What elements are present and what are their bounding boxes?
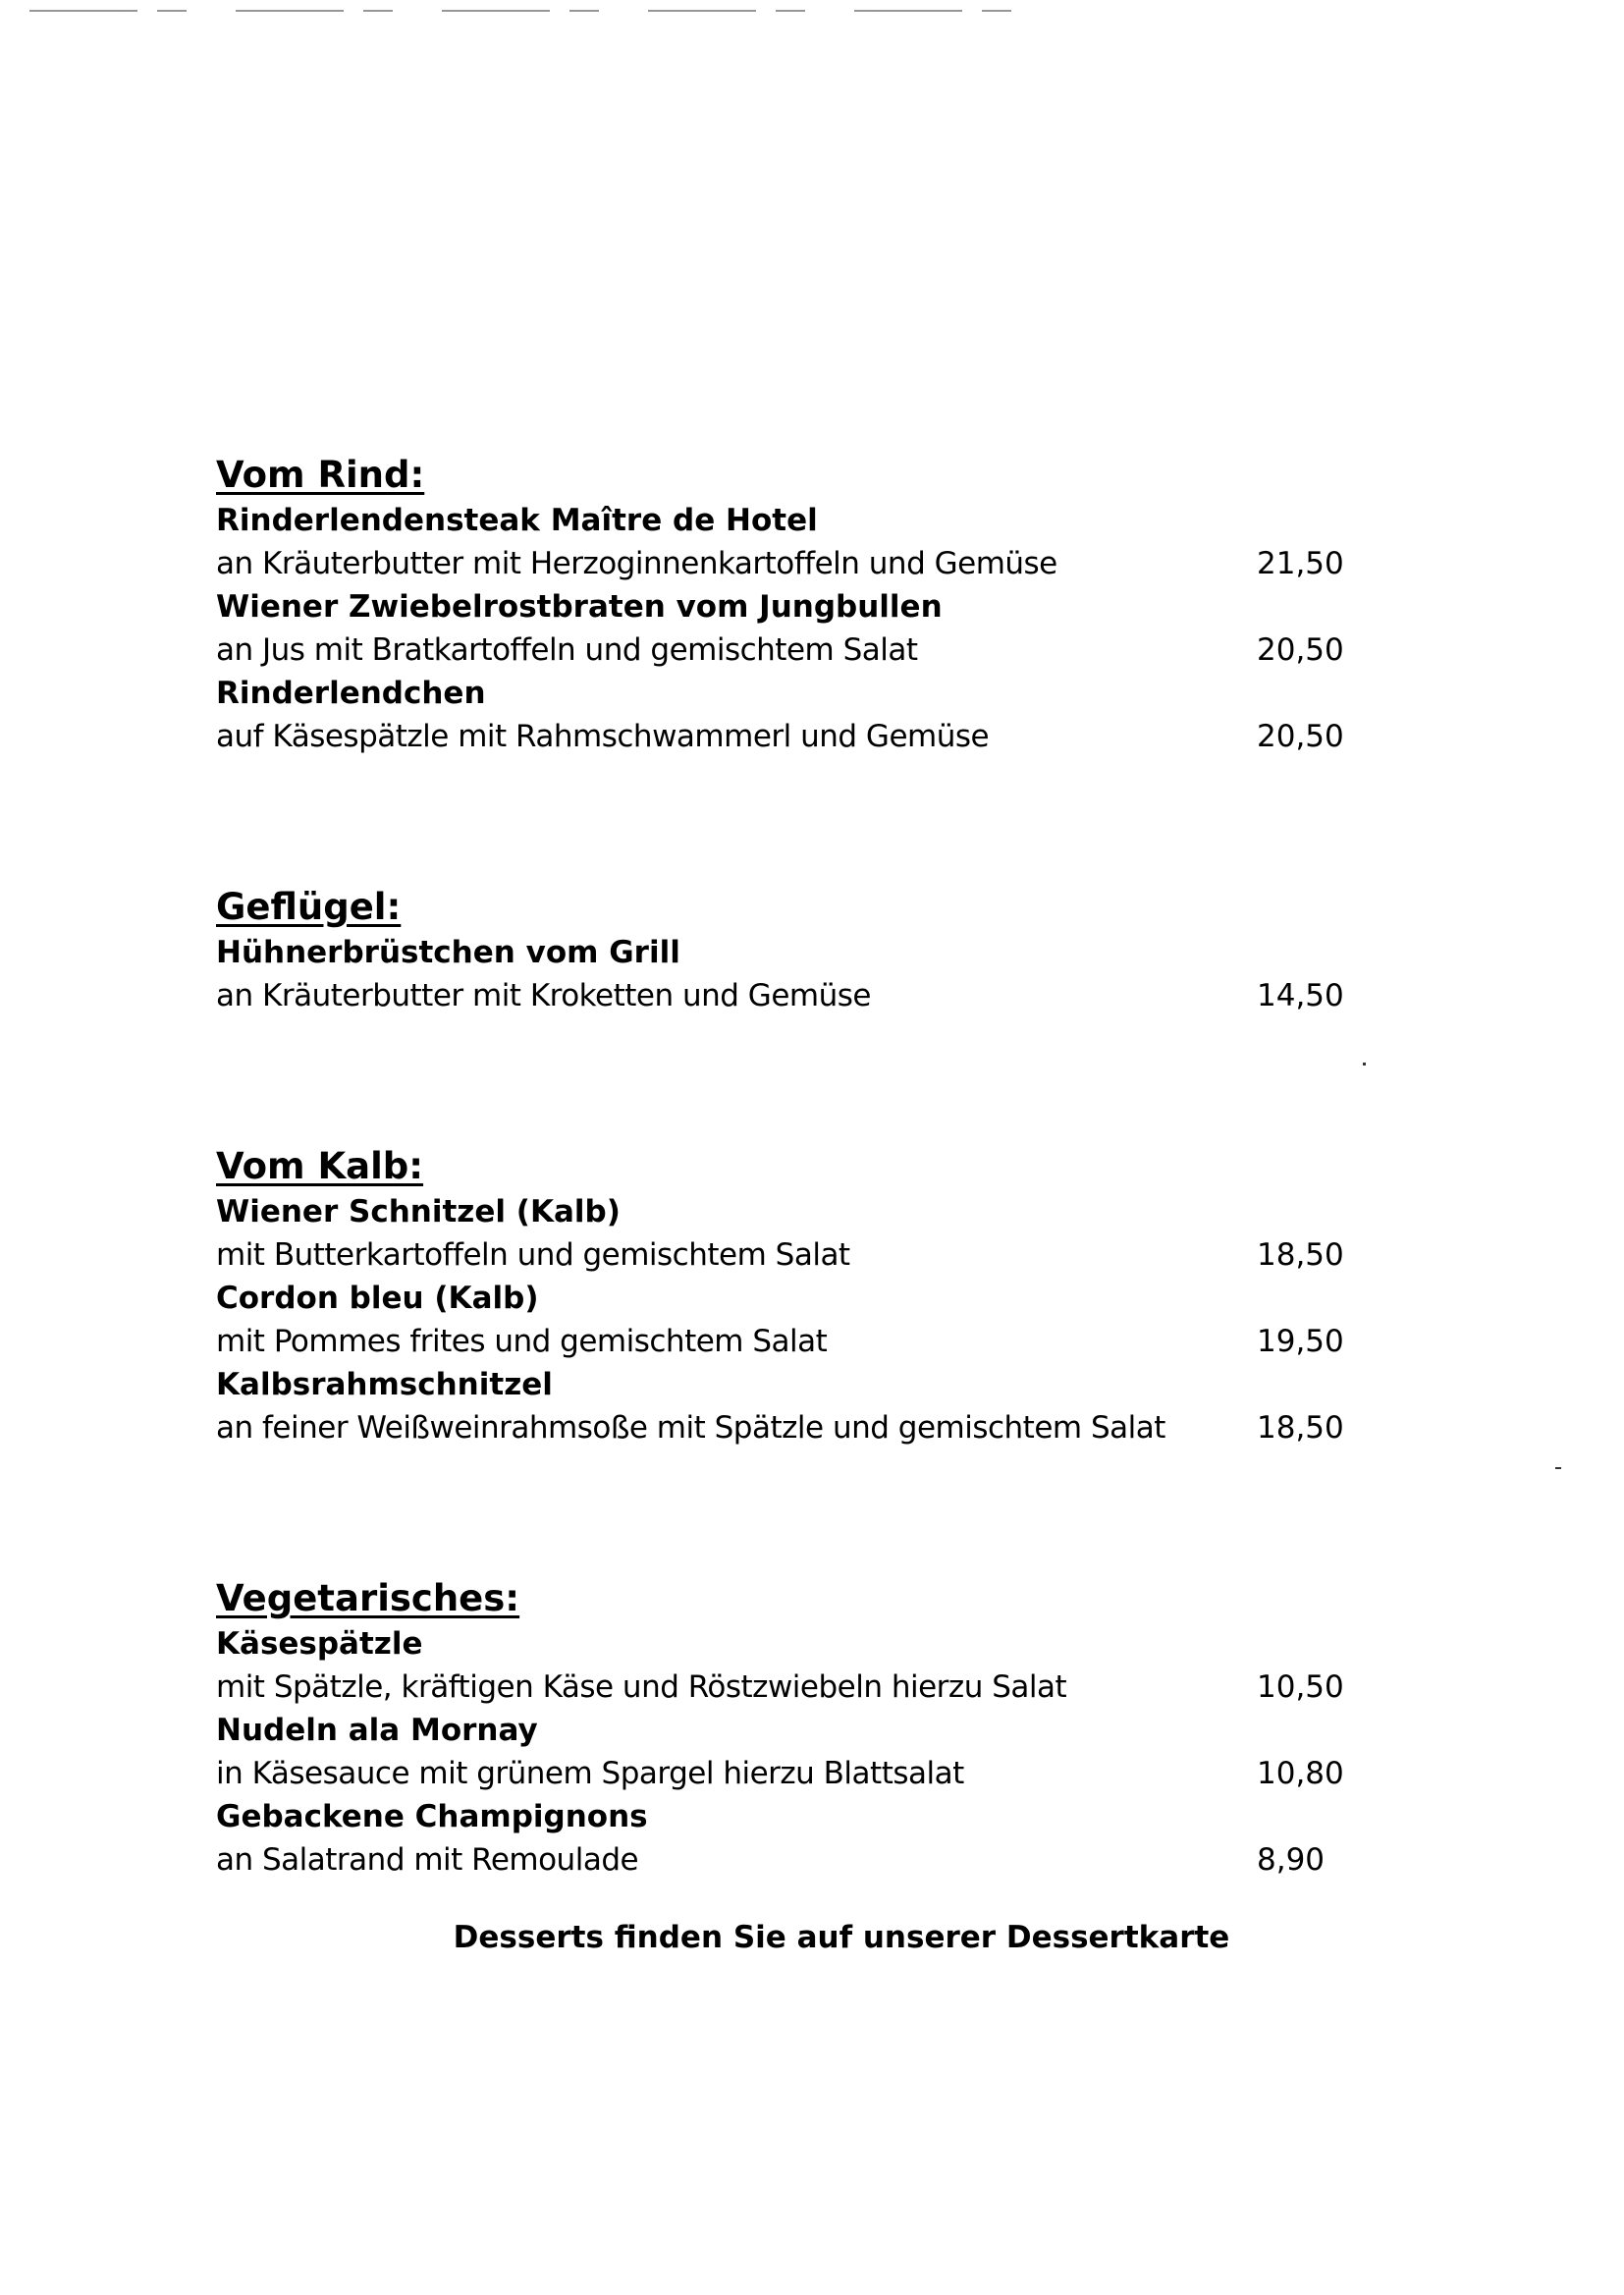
dish-item <box>216 1795 1375 1882</box>
dish-description: auf Käsespätzle mit Rahmschwammerl und Gemüse <box>216 719 990 754</box>
dish-name: Nudeln ala Mornay <box>216 1713 538 1748</box>
section-title: Vom Rind: <box>216 454 425 496</box>
dish-name: Käsespätzle <box>216 1626 423 1662</box>
section-title: Vom Kalb: <box>216 1145 424 1187</box>
dish-row <box>216 1838 1375 1882</box>
dish-price: 14,50 <box>1257 978 1344 1013</box>
dish-item <box>216 672 1375 758</box>
dish-price: 8,90 <box>1257 1842 1326 1878</box>
dish-price: 21,50 <box>1257 546 1344 581</box>
section-vegetarisches <box>216 1575 1375 1882</box>
dish-row <box>216 715 1375 758</box>
dish-item <box>216 1709 1375 1795</box>
section-title: Vegetarisches: <box>216 1577 520 1619</box>
dish-price: 10,50 <box>1257 1669 1344 1705</box>
dish-name: Cordon bleu (Kalb) <box>216 1281 539 1316</box>
dish-row <box>216 1666 1375 1709</box>
section-title: Geflügel: <box>216 886 402 928</box>
dish-name: Gebackene Champignons <box>216 1799 648 1834</box>
dish-description: an Kräuterbutter mit Kroketten und Gemüse <box>216 978 871 1013</box>
dish-item <box>216 585 1375 672</box>
dish-name: Rinderlendensteak Maître de Hotel <box>216 503 818 538</box>
dish-row <box>216 1320 1375 1363</box>
dish-item <box>216 931 1375 1017</box>
dish-name: Rinderlendchen <box>216 676 486 711</box>
menu-card <box>216 452 1375 2007</box>
dish-description: mit Butterkartoffeln und gemischtem Salat <box>216 1237 850 1273</box>
dish-description: an Jus mit Bratkartoffeln und gemischtem Salat <box>216 632 918 668</box>
dish-price: 18,50 <box>1257 1410 1344 1446</box>
dish-name: Wiener Schnitzel (Kalb) <box>216 1194 621 1229</box>
dish-name: Kalbsrahmschnitzel <box>216 1367 553 1402</box>
dish-row <box>216 628 1375 672</box>
dish-item <box>216 1363 1375 1449</box>
dish-price: 18,50 <box>1257 1237 1344 1273</box>
desserts-note: Desserts finden Sie auf unserer Dessertkarte <box>453 1920 1230 1955</box>
dish-price: 20,50 <box>1257 719 1344 754</box>
dish-description: an feiner Weißweinrahmsoße mit Spätzle und gemischtem Salat <box>216 1410 1165 1446</box>
dish-price: 20,50 <box>1257 632 1344 668</box>
dish-row <box>216 1406 1375 1449</box>
section-gefluegel <box>216 884 1375 1017</box>
dish-row <box>216 542 1375 585</box>
section-vom-rind <box>216 452 1375 758</box>
dish-row <box>216 974 1375 1017</box>
dish-description: an Kräuterbutter mit Herzoginnenkartoffeln und Gemüse <box>216 546 1057 581</box>
dish-description: an Salatrand mit Remoulade <box>216 1842 639 1878</box>
dish-item <box>216 499 1375 585</box>
dish-row <box>216 1752 1375 1795</box>
dish-description: in Käsesauce mit grünem Spargel hierzu Blattsalat <box>216 1756 964 1791</box>
dish-item <box>216 1622 1375 1709</box>
dish-item <box>216 1190 1375 1277</box>
section-vom-kalb <box>216 1143 1375 1449</box>
scan-speck <box>1555 1467 1561 1469</box>
dish-item <box>216 1277 1375 1363</box>
dish-price: 19,50 <box>1257 1324 1344 1359</box>
dish-description: mit Pommes frites und gemischtem Salat <box>216 1324 828 1359</box>
dish-name: Hühnerbrüstchen vom Grill <box>216 935 680 970</box>
scan-speck <box>1363 1063 1366 1066</box>
dish-price: 10,80 <box>1257 1756 1344 1791</box>
scan-artifact-line <box>29 10 1051 12</box>
dish-description: mit Spätzle, kräftigen Käse und Röstzwiebeln hierzu Salat <box>216 1669 1067 1705</box>
dish-row <box>216 1233 1375 1277</box>
dish-name: Wiener Zwiebelrostbraten vom Jungbullen <box>216 589 943 625</box>
